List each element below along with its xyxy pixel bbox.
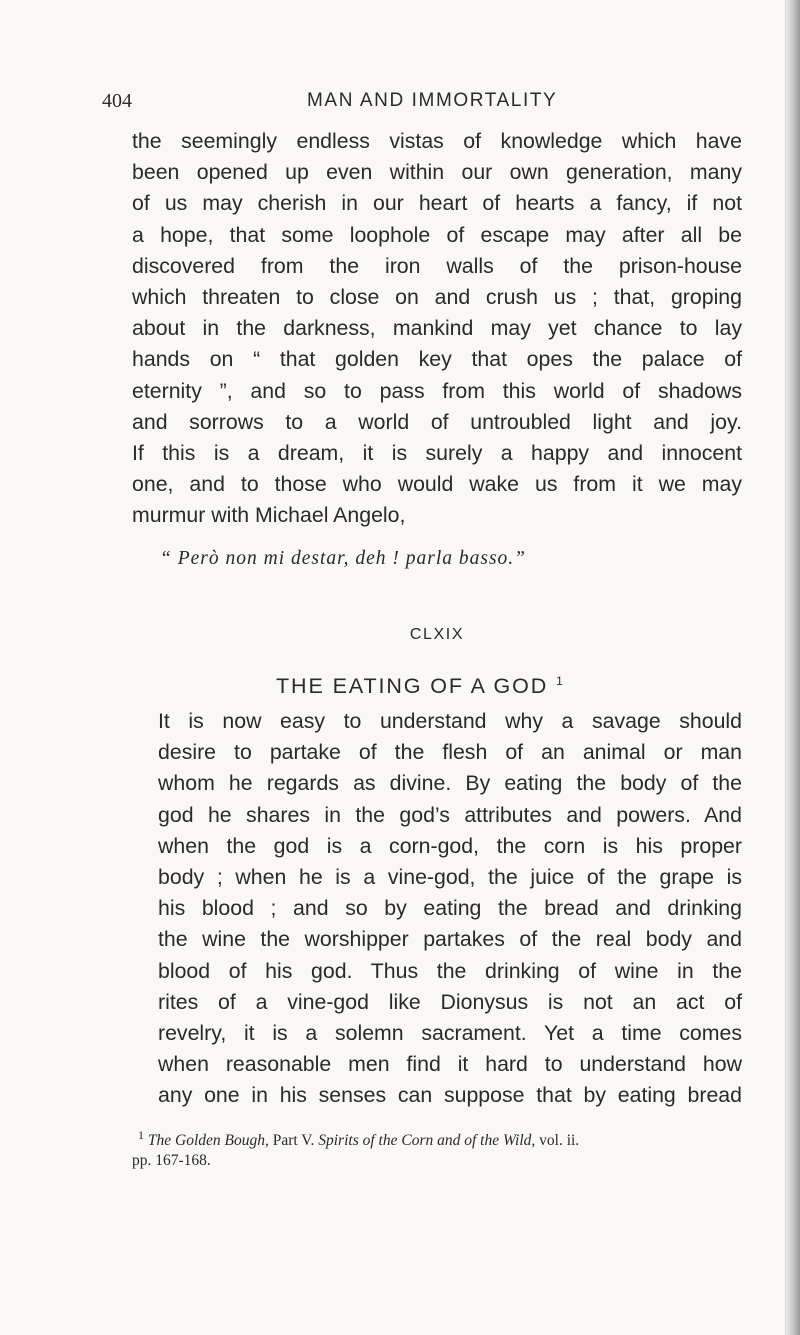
italian-quotation: “ Però non mi destar, deh ! parla basso.”: [160, 548, 527, 569]
text-line: eternity ”, and so to pass from this world of shadows: [132, 378, 742, 403]
footnote-mark: 1: [138, 1128, 144, 1142]
footnote: [132, 1125, 744, 1171]
footnote-line: [132, 1125, 744, 1151]
text-line: been opened up even within our own generation, many: [132, 160, 742, 185]
text-line: hands on “ that golden key that opes the palace of: [132, 347, 742, 372]
text-line: murmur with Michael Angelo,: [132, 503, 406, 528]
text-line: any one in his senses can suppose that by eating bread: [158, 1083, 742, 1108]
paragraph-continued: [132, 126, 742, 532]
text-line: about in the darkness, mankind may yet chance to lay: [132, 316, 742, 341]
page-header: [102, 86, 742, 116]
section-number: CLXIX: [409, 626, 465, 643]
text-line: the seemingly endless vistas of knowledge which have: [132, 129, 742, 153]
text-line: his blood ; and so by eating the bread and drinking: [158, 896, 742, 921]
footnote-part: Part V.: [268, 1132, 319, 1150]
page-number: 404: [102, 90, 132, 112]
text-line: the wine the worshipper partakes of the real body and: [158, 927, 742, 952]
section-title: [276, 666, 563, 701]
text-line: a hope, that some loophole of escape may after all be: [132, 222, 742, 247]
section-title-text: THE EATING OF A GOD: [276, 674, 549, 699]
text-line: which threaten to close on and crush us ; that, groping: [132, 285, 742, 310]
text-line: one, and to those who would wake us from it we may: [132, 472, 742, 497]
footnote-reference[interactable]: 1: [556, 674, 563, 688]
footnote-pages: pp. 167-168.: [132, 1152, 211, 1170]
text-line: It is now easy to understand why a savage should: [158, 709, 742, 733]
text-line: of us may cherish in our heart of hearts a fancy, if not: [132, 191, 742, 216]
text-line: god he shares in the god’s attributes and powers. And: [158, 802, 742, 827]
text-line: body ; when he is a vine-god, the juice of the grape is: [158, 865, 742, 890]
text-line: rites of a vine-god like Dionysus is not an act of: [158, 989, 742, 1014]
page-edge-shadow: [786, 0, 800, 1335]
text-line: whom he regards as divine. By eating the body of the: [158, 771, 742, 796]
footnote-part-title: Spirits of the Corn and of the Wild,: [318, 1132, 536, 1150]
text-line: blood of his god. Thus the drinking of wine in the: [158, 958, 742, 983]
footnote-book-title: The Golden Bough,: [147, 1132, 269, 1150]
text-line: If this is a dream, it is surely a happy and innocent: [132, 441, 742, 466]
text-line: when the god is a corn-god, the corn is his proper: [158, 833, 742, 858]
text-line: when reasonable men find it hard to understand how: [158, 1052, 742, 1077]
footnote-volume: vol. ii.: [535, 1132, 580, 1150]
text-line: revelry, it is a solemn sacrament. Yet a time comes: [158, 1021, 742, 1046]
paragraph-body: [132, 706, 742, 1112]
running-head: MAN AND IMMORTALITY: [307, 90, 558, 111]
text-line: and sorrows to a world of untroubled light and joy.: [132, 409, 742, 434]
text-line: desire to partake of the flesh of an animal or man: [158, 740, 742, 765]
text-line: discovered from the iron walls of the prison-house: [132, 253, 742, 278]
